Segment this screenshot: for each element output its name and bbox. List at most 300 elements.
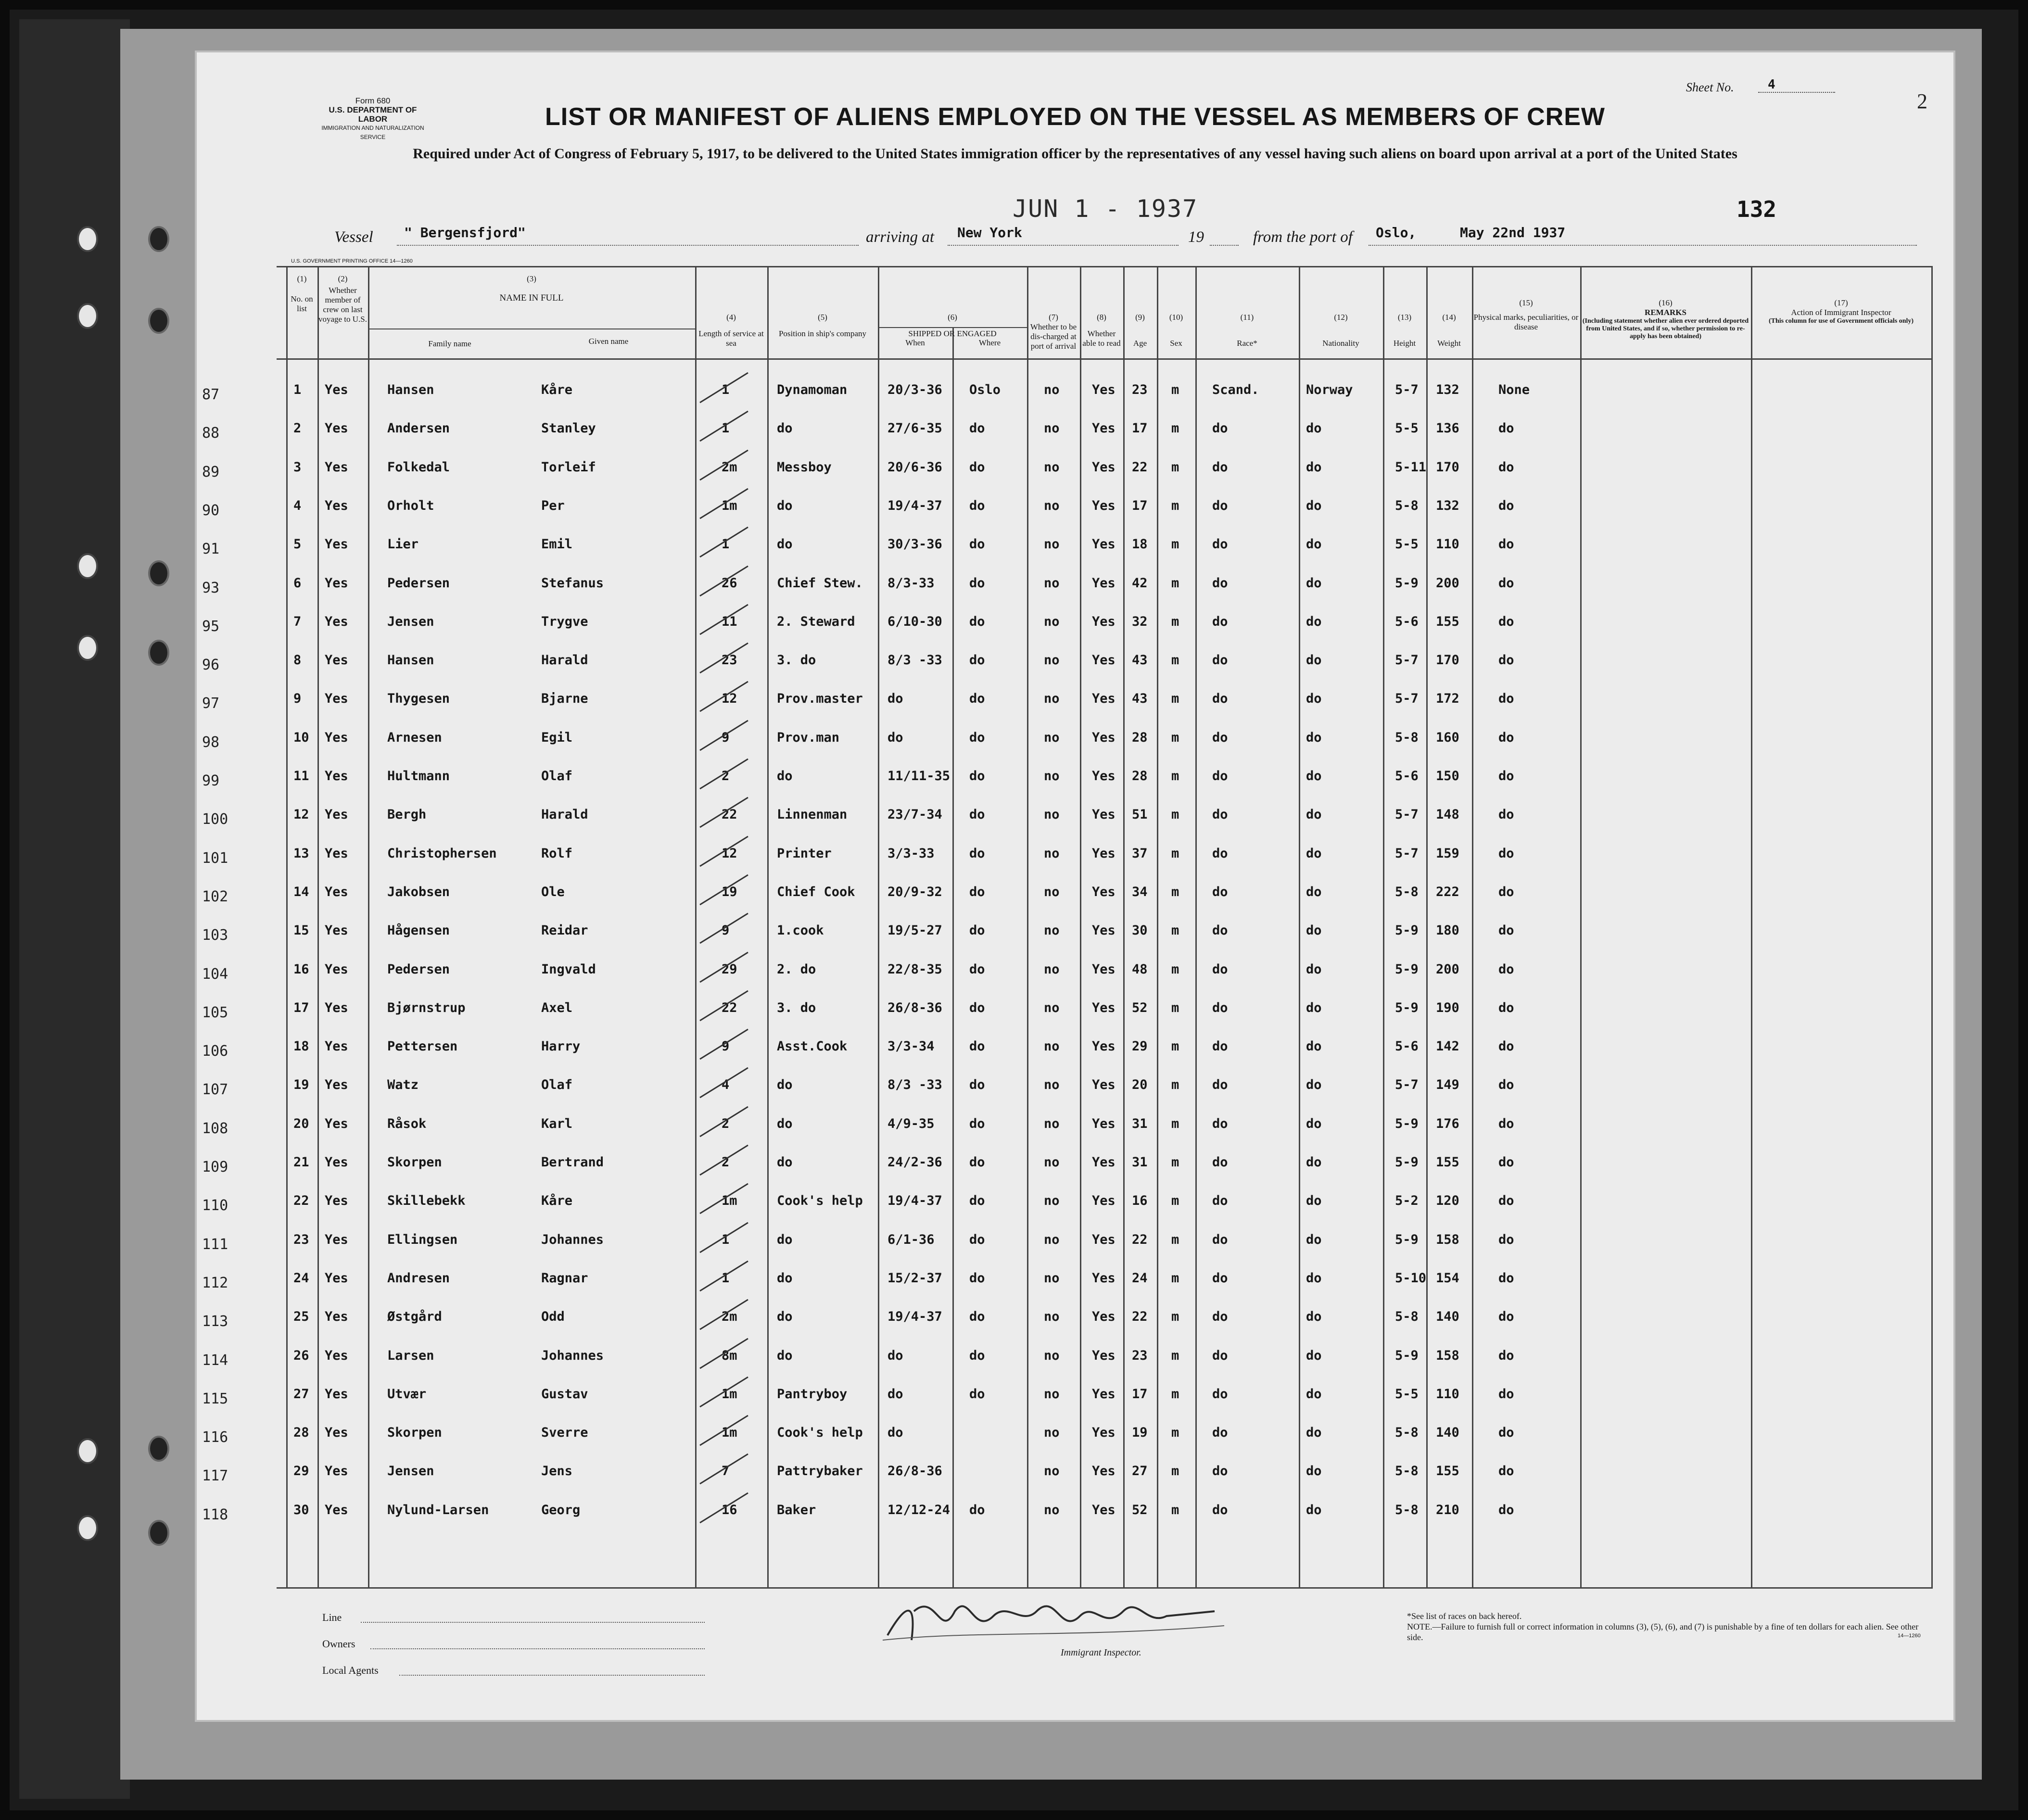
- service-length: 7: [722, 1464, 730, 1479]
- sex: m: [1171, 1000, 1179, 1015]
- service-tick-mark: [695, 1373, 753, 1412]
- margin-number: 117: [202, 1467, 228, 1485]
- service-tick-mark: [695, 485, 753, 523]
- service-length: 12: [722, 846, 737, 861]
- sheet-label: Sheet No.: [1686, 80, 1734, 94]
- given-name: Harry: [541, 1039, 581, 1054]
- table-row: [195, 769, 1955, 797]
- given-name: Ragnar: [541, 1270, 588, 1286]
- line-field: [361, 1621, 705, 1623]
- shipped-where: do: [969, 1155, 985, 1170]
- table-row: [195, 1464, 1955, 1492]
- age: 28: [1132, 730, 1148, 745]
- position: Linnenman: [777, 807, 848, 822]
- margin-number: 114: [202, 1352, 228, 1369]
- age: 22: [1132, 1232, 1148, 1247]
- col-16-num: (16): [1659, 298, 1673, 307]
- discharged: no: [1044, 1000, 1060, 1015]
- sex: m: [1171, 498, 1179, 513]
- col-9-label: Age: [1133, 339, 1147, 348]
- position: Prov.man: [777, 730, 840, 745]
- race: do: [1212, 1155, 1228, 1170]
- margin-number: 104: [202, 965, 228, 983]
- service-tick-mark: [695, 523, 753, 562]
- nationality: do: [1306, 614, 1322, 629]
- physical-marks: do: [1498, 614, 1514, 629]
- discharged: no: [1044, 691, 1060, 707]
- service-length: 1: [722, 1270, 730, 1286]
- margin-number: 99: [202, 772, 220, 789]
- shipped-when: 6/10-30: [887, 614, 942, 629]
- position: Chief Cook: [777, 884, 855, 899]
- shipped-when: 30/3-36: [887, 537, 942, 552]
- discharged: no: [1044, 614, 1060, 629]
- col-15-label: Physical marks, peculiarities, or disease: [1473, 313, 1579, 331]
- height: 5-8: [1395, 498, 1419, 513]
- sex: m: [1171, 1155, 1179, 1170]
- discharged: no: [1044, 1270, 1060, 1286]
- physical-marks: do: [1498, 923, 1514, 938]
- nationality: do: [1306, 1502, 1322, 1517]
- position: 3. do: [777, 1000, 816, 1015]
- service-tick-mark: [695, 639, 753, 678]
- race: do: [1212, 1464, 1228, 1479]
- list-number: 8: [293, 653, 302, 668]
- age: 43: [1132, 691, 1148, 707]
- col-4-num: (4): [726, 313, 736, 322]
- race: do: [1212, 691, 1228, 707]
- position: 3. do: [777, 653, 816, 668]
- form-code: 14—1260: [1898, 1633, 1921, 1639]
- height: 5-8: [1395, 1464, 1419, 1479]
- height: 5-9: [1395, 1155, 1419, 1170]
- position: do: [777, 1077, 793, 1093]
- prev-voyage: Yes: [325, 691, 348, 707]
- height: 5-9: [1395, 1348, 1419, 1363]
- list-number: 23: [293, 1232, 309, 1247]
- date-stamp: JUN 1 - 1937: [1013, 195, 1198, 223]
- margin-number: 97: [202, 695, 220, 712]
- given-name: Trygve: [541, 614, 588, 629]
- prev-voyage: Yes: [325, 1270, 348, 1286]
- table-row: [195, 1309, 1955, 1338]
- binder-hole: [148, 640, 169, 666]
- race: do: [1212, 923, 1228, 938]
- list-number: 9: [293, 691, 302, 707]
- family-name: Hansen: [387, 653, 434, 668]
- race: do: [1212, 1232, 1228, 1247]
- able-to-read: Yes: [1092, 614, 1115, 629]
- given-name: Kåre: [541, 1193, 573, 1209]
- shipped-where: Oslo: [969, 382, 1001, 397]
- physical-marks: do: [1498, 1348, 1514, 1363]
- sex: m: [1171, 1309, 1179, 1325]
- inspector-label: Immigrant Inspector.: [1061, 1647, 1141, 1658]
- family-name: Christophersen: [387, 846, 497, 861]
- discharged: no: [1044, 1039, 1060, 1054]
- physical-marks: do: [1498, 653, 1514, 668]
- able-to-read: Yes: [1092, 1309, 1115, 1325]
- service-tick-mark: [695, 833, 753, 871]
- family-name: Råsok: [387, 1116, 427, 1131]
- col-4-label: Length of service at sea: [698, 329, 764, 348]
- service-length: 9: [722, 923, 730, 938]
- height: 5-11: [1395, 459, 1427, 475]
- physical-marks: do: [1498, 421, 1514, 436]
- family-name: Arnesen: [387, 730, 442, 745]
- margin-number: 118: [202, 1506, 228, 1523]
- discharged: no: [1044, 382, 1060, 397]
- service: IMMIGRATION AND NATURALIZATION SERVICE: [321, 125, 424, 140]
- race: do: [1212, 846, 1228, 861]
- table-row: [195, 1232, 1955, 1261]
- prev-voyage: Yes: [325, 498, 348, 513]
- list-number: 24: [293, 1270, 309, 1286]
- able-to-read: Yes: [1092, 884, 1115, 899]
- race: do: [1212, 575, 1228, 591]
- margin-number: 91: [202, 541, 220, 558]
- service-tick-mark: [695, 948, 753, 987]
- able-to-read: Yes: [1092, 537, 1115, 552]
- agents-label: Local Agents: [322, 1664, 379, 1676]
- service-tick-mark: [695, 910, 753, 948]
- weight: 210: [1436, 1502, 1459, 1517]
- discharged: no: [1044, 653, 1060, 668]
- physical-marks: do: [1498, 1502, 1514, 1517]
- nationality: do: [1306, 1193, 1322, 1209]
- sex: m: [1171, 653, 1179, 668]
- col-12-num: (12): [1334, 313, 1348, 322]
- list-number: 18: [293, 1039, 309, 1054]
- weight: 148: [1436, 807, 1459, 822]
- margin-number: 95: [202, 618, 220, 635]
- position: do: [777, 537, 793, 552]
- nationality: do: [1306, 730, 1322, 745]
- sex: m: [1171, 923, 1179, 938]
- shipped-where: do: [969, 1309, 985, 1325]
- weight: 160: [1436, 730, 1459, 745]
- physical-marks: do: [1498, 1193, 1514, 1209]
- race: do: [1212, 1000, 1228, 1015]
- discharged: no: [1044, 923, 1060, 938]
- shipped-where: do: [969, 1232, 985, 1247]
- service-length: 1: [722, 537, 730, 552]
- able-to-read: Yes: [1092, 459, 1115, 475]
- col-9-num: (9): [1135, 313, 1145, 322]
- given-name: Odd: [541, 1309, 565, 1325]
- family-name: Bjørnstrup: [387, 1000, 466, 1015]
- height: 5-8: [1395, 1309, 1419, 1325]
- table-row: [195, 382, 1955, 411]
- sex: m: [1171, 1348, 1179, 1363]
- position: Asst.Cook: [777, 1039, 848, 1054]
- age: 32: [1132, 614, 1148, 629]
- shipped-when: 8/3 -33: [887, 653, 942, 668]
- shipped-where: do: [969, 1502, 985, 1517]
- shipped-where: do: [969, 807, 985, 822]
- able-to-read: Yes: [1092, 730, 1115, 745]
- able-to-read: Yes: [1092, 421, 1115, 436]
- table-row: [195, 923, 1955, 952]
- col-8-label: Whether able to read: [1082, 329, 1121, 348]
- list-number: 13: [293, 846, 309, 861]
- discharged: no: [1044, 1155, 1060, 1170]
- table-row: [195, 1000, 1955, 1029]
- service-length: 2m: [722, 459, 737, 475]
- table-row: [195, 1271, 1955, 1300]
- weight: 140: [1436, 1309, 1459, 1325]
- margin-number: 110: [202, 1197, 228, 1214]
- weight: 158: [1436, 1348, 1459, 1363]
- table-row: [195, 846, 1955, 875]
- crew-table-body: [195, 51, 1955, 1722]
- shipped-when: do: [887, 1386, 903, 1402]
- prev-voyage: Yes: [325, 884, 348, 899]
- table-row: [195, 1155, 1955, 1184]
- shipped-where: do: [969, 1193, 985, 1209]
- able-to-read: Yes: [1092, 1425, 1115, 1441]
- weight: 136: [1436, 421, 1459, 436]
- shipped-where: do: [969, 421, 985, 436]
- table-row: [195, 1425, 1955, 1454]
- able-to-read: Yes: [1092, 382, 1115, 397]
- height: 5-9: [1395, 1232, 1419, 1247]
- table-row: [195, 691, 1955, 720]
- age: 16: [1132, 1193, 1148, 1209]
- discharged: no: [1044, 537, 1060, 552]
- sex: m: [1171, 1116, 1179, 1131]
- position: Messboy: [777, 459, 832, 475]
- col-6-num: (6): [948, 313, 957, 322]
- weight: 180: [1436, 923, 1459, 938]
- margin-number: 109: [202, 1159, 228, 1175]
- weight: 132: [1436, 498, 1459, 513]
- shipped-where: do: [969, 769, 985, 784]
- service-tick-mark: [695, 1489, 753, 1528]
- discharged: no: [1044, 1193, 1060, 1209]
- family-name: Hultmann: [387, 769, 450, 784]
- service-length: 9: [722, 730, 730, 745]
- physical-marks: do: [1498, 498, 1514, 513]
- race: do: [1212, 459, 1228, 475]
- sex: m: [1171, 769, 1179, 784]
- col-16-label: REMARKS: [1645, 308, 1686, 317]
- col-12-label: Nationality: [1322, 339, 1359, 348]
- age: 22: [1132, 459, 1148, 475]
- prev-voyage: Yes: [325, 382, 348, 397]
- list-number: 10: [293, 730, 309, 745]
- shipped-when: 19/4-37: [887, 1309, 942, 1325]
- given-name: Rolf: [541, 846, 573, 861]
- given-name: Reidar: [541, 923, 588, 938]
- discharged: no: [1044, 846, 1060, 861]
- age: 29: [1132, 1039, 1148, 1054]
- position: do: [777, 498, 793, 513]
- physical-marks: do: [1498, 1386, 1514, 1402]
- physical-marks: do: [1498, 961, 1514, 977]
- weight: 132: [1436, 382, 1459, 397]
- family-name: Pedersen: [387, 575, 450, 591]
- given-name: Harald: [541, 653, 588, 668]
- physical-marks: do: [1498, 730, 1514, 745]
- position: do: [777, 421, 793, 436]
- weight: 155: [1436, 614, 1459, 629]
- given-name: Ingvald: [541, 961, 596, 977]
- able-to-read: Yes: [1092, 846, 1115, 861]
- shipped-where-header: Where: [978, 338, 1001, 347]
- given-name: Gustav: [541, 1386, 588, 1402]
- race: do: [1212, 1116, 1228, 1131]
- sex: m: [1171, 1270, 1179, 1286]
- discharged: no: [1044, 1502, 1060, 1517]
- height: 5-9: [1395, 1000, 1419, 1015]
- table-row: [195, 962, 1955, 991]
- sex: m: [1171, 1193, 1179, 1209]
- able-to-read: Yes: [1092, 1077, 1115, 1093]
- sex: m: [1171, 846, 1179, 861]
- service-length: 1m: [722, 1425, 737, 1441]
- col-3-label: NAME IN FULL: [499, 293, 564, 303]
- race: do: [1212, 1309, 1228, 1325]
- sex: m: [1171, 961, 1179, 977]
- height: 5-7: [1395, 653, 1419, 668]
- position: Chief Stew.: [777, 575, 863, 591]
- race: do: [1212, 730, 1228, 745]
- weight: 176: [1436, 1116, 1459, 1131]
- line-label: Line: [322, 1611, 342, 1623]
- list-number: 15: [293, 923, 309, 938]
- age: 51: [1132, 807, 1148, 822]
- position: Dynamoman: [777, 382, 848, 397]
- year-label: 19: [1188, 228, 1204, 246]
- col-2-num: (2): [338, 274, 348, 283]
- physical-marks: None: [1498, 382, 1530, 397]
- service-tick-mark: [695, 717, 753, 755]
- age: 28: [1132, 769, 1148, 784]
- given-name: Karl: [541, 1116, 573, 1131]
- race: do: [1212, 421, 1228, 436]
- physical-marks: do: [1498, 1039, 1514, 1054]
- given-name: Emil: [541, 537, 573, 552]
- age: 27: [1132, 1464, 1148, 1479]
- table-row: [195, 1039, 1955, 1068]
- table-row: [195, 421, 1955, 450]
- list-number: 3: [293, 459, 302, 475]
- age: 20: [1132, 1077, 1148, 1093]
- table-row: [195, 1077, 1955, 1106]
- prev-voyage: Yes: [325, 1193, 348, 1209]
- shipped-when: 20/9-32: [887, 884, 942, 899]
- service-tick-mark: [695, 446, 753, 485]
- prev-voyage: Yes: [325, 1155, 348, 1170]
- able-to-read: Yes: [1092, 769, 1115, 784]
- prev-voyage: Yes: [325, 807, 348, 822]
- family-name: Nylund-Larsen: [387, 1502, 489, 1517]
- corner-mark: 2: [1917, 89, 1927, 113]
- service-length: 22: [722, 1000, 737, 1015]
- service-tick-mark: [695, 755, 753, 794]
- nationality: do: [1306, 1386, 1322, 1402]
- position: 2. Steward: [777, 614, 855, 629]
- race: do: [1212, 498, 1228, 513]
- weight: 158: [1436, 1232, 1459, 1247]
- discharged: no: [1044, 1386, 1060, 1402]
- able-to-read: Yes: [1092, 1155, 1115, 1170]
- shipped-when: 11/11-35: [887, 769, 951, 784]
- shipped-where: do: [969, 537, 985, 552]
- height: 5-7: [1395, 807, 1419, 822]
- margin-number: 89: [202, 463, 220, 480]
- weight: 120: [1436, 1193, 1459, 1209]
- col-7-label: Whether to be dis-charged at port of arrival: [1030, 322, 1077, 351]
- shipped-when: do: [887, 691, 903, 707]
- shipped-when: 23/7-34: [887, 807, 942, 822]
- shipped-where: do: [969, 614, 985, 629]
- binding-strip: [19, 19, 130, 1799]
- nationality: do: [1306, 1348, 1322, 1363]
- race: do: [1212, 614, 1228, 629]
- weight: 155: [1436, 1155, 1459, 1170]
- height: 5-7: [1395, 382, 1419, 397]
- able-to-read: Yes: [1092, 691, 1115, 707]
- shipped-where: do: [969, 884, 985, 899]
- race: do: [1212, 961, 1228, 977]
- shipped-when: 4/9-35: [887, 1116, 935, 1131]
- weight: 170: [1436, 459, 1459, 475]
- service-tick-mark: [695, 1335, 753, 1373]
- col-14-label: Weight: [1437, 339, 1461, 348]
- margin-number: 98: [202, 733, 220, 751]
- shipped-where: do: [969, 1386, 985, 1402]
- prev-voyage: Yes: [325, 421, 348, 436]
- physical-marks: do: [1498, 1270, 1514, 1286]
- physical-marks: do: [1498, 846, 1514, 861]
- table-row: [195, 1193, 1955, 1222]
- physical-marks: do: [1498, 1155, 1514, 1170]
- service-tick-mark: [695, 987, 753, 1025]
- prev-voyage: Yes: [325, 1425, 348, 1441]
- col-2-label: Whether member of crew on last voyage to U.S.: [318, 286, 368, 324]
- able-to-read: Yes: [1092, 1193, 1115, 1209]
- service-length: 9: [722, 1039, 730, 1054]
- position: Cook's help: [777, 1193, 863, 1209]
- col-3-num: (3): [527, 274, 536, 283]
- col-17-label: Action of Immigrant Inspector: [1791, 308, 1891, 317]
- list-number: 17: [293, 1000, 309, 1015]
- shipped-when: 8/3 -33: [887, 1077, 942, 1093]
- discharged: no: [1044, 961, 1060, 977]
- weight: 154: [1436, 1270, 1459, 1286]
- prev-voyage: Yes: [325, 614, 348, 629]
- nationality: do: [1306, 1425, 1322, 1441]
- weight: 200: [1436, 575, 1459, 591]
- discharged: no: [1044, 730, 1060, 745]
- weight: 142: [1436, 1039, 1459, 1054]
- given-name: Georg: [541, 1502, 581, 1517]
- position: Printer: [777, 846, 832, 861]
- list-number: 11: [293, 769, 309, 784]
- prev-voyage: Yes: [325, 769, 348, 784]
- shipped-where: do: [969, 1270, 985, 1286]
- nationality: do: [1306, 421, 1322, 436]
- binder-hole: [148, 1436, 169, 1462]
- age: 43: [1132, 653, 1148, 668]
- arriving-label: arriving at: [866, 228, 935, 246]
- physical-marks: do: [1498, 1077, 1514, 1093]
- shipped-when: 20/6-36: [887, 459, 942, 475]
- given-name: Egil: [541, 730, 573, 745]
- sex: m: [1171, 730, 1179, 745]
